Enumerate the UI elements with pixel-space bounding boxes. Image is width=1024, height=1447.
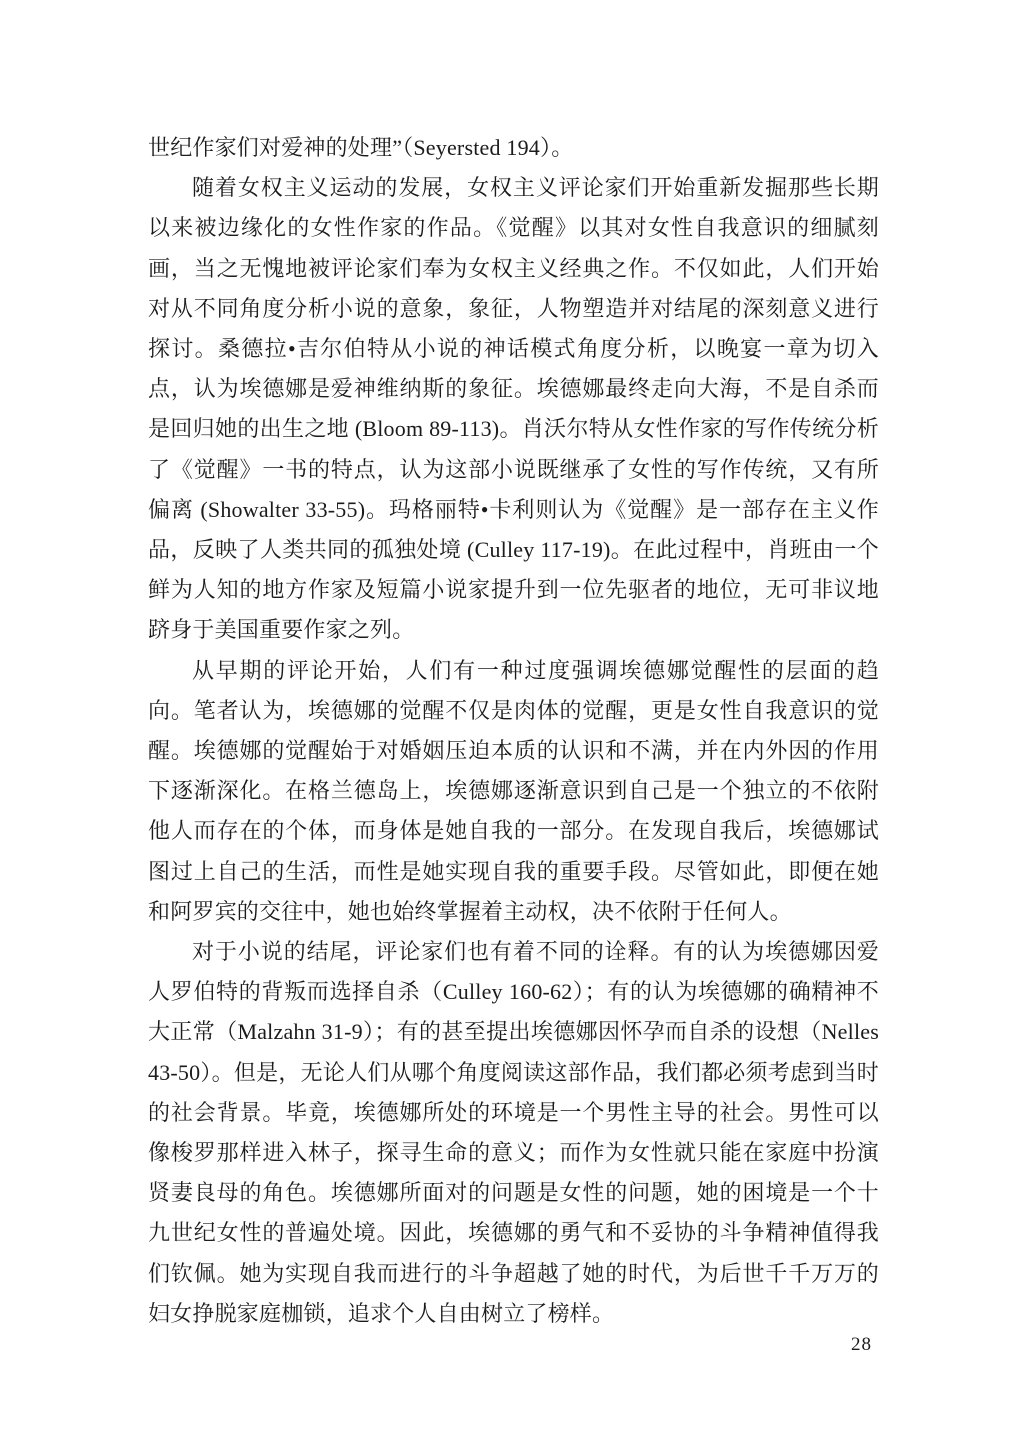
paragraph: 随着女权主义运动的发展，女权主义评论家们开始重新发掘那些长期以来被边缘化的女性作家的作品。《觉醒》以其对女性自我意识的细腻刻画，当之无愧地被评论家们奉为女权主义经典之作。不仅如此，人们开始对从不同角度分析小说的意象，象征，人物塑造并对结尾的深刻意义进行探讨。桑德拉•吉尔伯特从小说的神话模式角度分析，以晚宴一章为切入点，认为埃德娜是爱神维纳斯的象征。埃德娜最终走向大海，不是自杀而是回归她的出生之地 (Bloom 89-113)。肖沃尔特从女性作家的写作传统分析了《觉醒》一书的特点，认为这部小说既继承了女性的写作传统，又有所偏离 (Showalter 33-55)。玛格丽特•卡利则认为《觉醒》是一部存在主义作品，反映了人类共同的孤独处境 (Culley 117-19)。在此过程中，肖班由一个鲜为人知的地方作家及短篇小说家提升到一位先驱者的地位，无可非议地跻身于美国重要作家之列。 xyxy=(148,175,879,643)
body-text xyxy=(148,128,879,1334)
paragraph: 对于小说的结尾，评论家们也有着不同的诠释。有的认为埃德娜因爱人罗伯特的背叛而选择自杀（Culley 160-62）；有的认为埃德娜的确精神不大正常（Malzahn 31-9）；有的甚至提出埃德娜因怀孕而自杀的设想（Nelles 43-50）。但是，无论人们从哪个角度阅读这部作品，我们都必须考虑到当时的社会背景。毕竟，埃德娜所处的环境是一个男性主导的社会。男性可以像梭罗那样进入林子，探寻生命的意义；而作为女性就只能在家庭中扮演贤妻良母的角色。埃德娜所面对的问题是女性的问题，她的困境是一个十九世纪女性的普遍处境。因此，埃德娜的勇气和不妥协的斗争精神值得我们钦佩。她为实现自我而进行的斗争超越了她的时代，为后世千千万万的妇女挣脱家庭枷锁，追求个人自由树立了榜样。 xyxy=(148,939,879,1326)
page-number: 28 xyxy=(851,1334,872,1355)
paragraph-continuation: 世纪作家们对爱神的处理”（Seyersted 194）。 xyxy=(148,135,574,160)
paragraph: 从早期的评论开始，人们有一种过度强调埃德娜觉醒性的层面的趋向。笔者认为，埃德娜的觉醒不仅是肉体的觉醒，更是女性自我意识的觉醒。埃德娜的觉醒始于对婚姻压迫本质的认识和不满，并在内外因的作用下逐渐深化。在格兰德岛上，埃德娜逐渐意识到自己是一个独立的不依附他人而存在的个体，而身体是她自我的一部分。在发现自我后，埃德娜试图过上自己的生活，而性是她实现自我的重要手段。尽管如此，即便在她和阿罗宾的交往中，她也始终掌握着主动权，决不依附于任何人。 xyxy=(148,657,879,924)
